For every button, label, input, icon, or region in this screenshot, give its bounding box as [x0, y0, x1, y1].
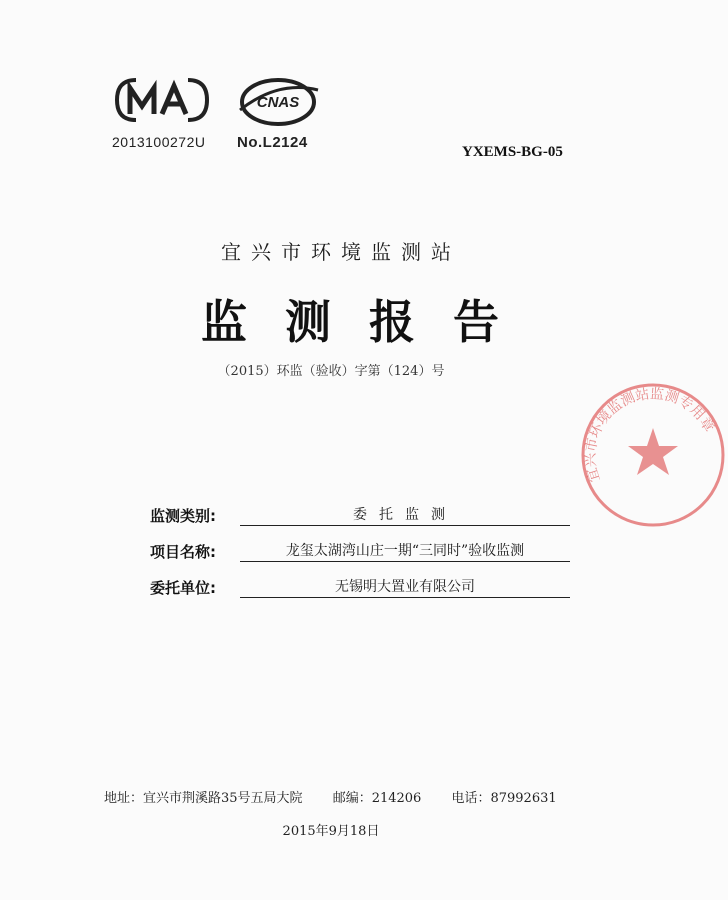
monitoring-type-row — [150, 490, 570, 526]
cnas-mark-text: CNAS — [256, 94, 300, 111]
seal-text: 宜兴市环境监测站监测专用章 — [582, 386, 717, 484]
cnas-accreditation-number: No.L2124 — [237, 134, 308, 151]
postcode-text: 邮编：214206 — [332, 791, 422, 806]
project-name-value: 龙玺太湖湾山庄一期“三同时”验收监测 — [240, 540, 570, 562]
official-seal-stamp — [578, 380, 728, 530]
report-number: （2015）环监（验收）字第（124）号 — [217, 364, 445, 379]
agency-name: 宜兴市环境监测站 — [221, 240, 461, 264]
report-info-fields — [150, 490, 570, 598]
address-text: 地址：宜兴市荆溪路35号五局大院 — [104, 791, 303, 806]
cma-certificate-number: 2013100272U — [112, 134, 206, 150]
cma-logo — [114, 76, 210, 124]
project-name-label: 项目名称: — [150, 543, 216, 561]
client-row — [150, 562, 570, 598]
footer-contact — [104, 787, 557, 806]
report-title: 监测报告 — [201, 295, 537, 349]
project-name-row — [150, 526, 570, 562]
phone-text: 电话：87992631 — [451, 791, 557, 806]
report-date: 2015年9月18日 — [282, 824, 380, 839]
client-value: 无锡明大置业有限公司 — [240, 576, 570, 598]
monitoring-type-value: 委托监测 — [240, 504, 570, 526]
document-code: YXEMS-BG-05 — [462, 144, 563, 160]
cnas-logo — [236, 76, 320, 128]
client-label: 委托单位: — [150, 579, 216, 597]
monitoring-type-label: 监测类别: — [150, 507, 216, 525]
